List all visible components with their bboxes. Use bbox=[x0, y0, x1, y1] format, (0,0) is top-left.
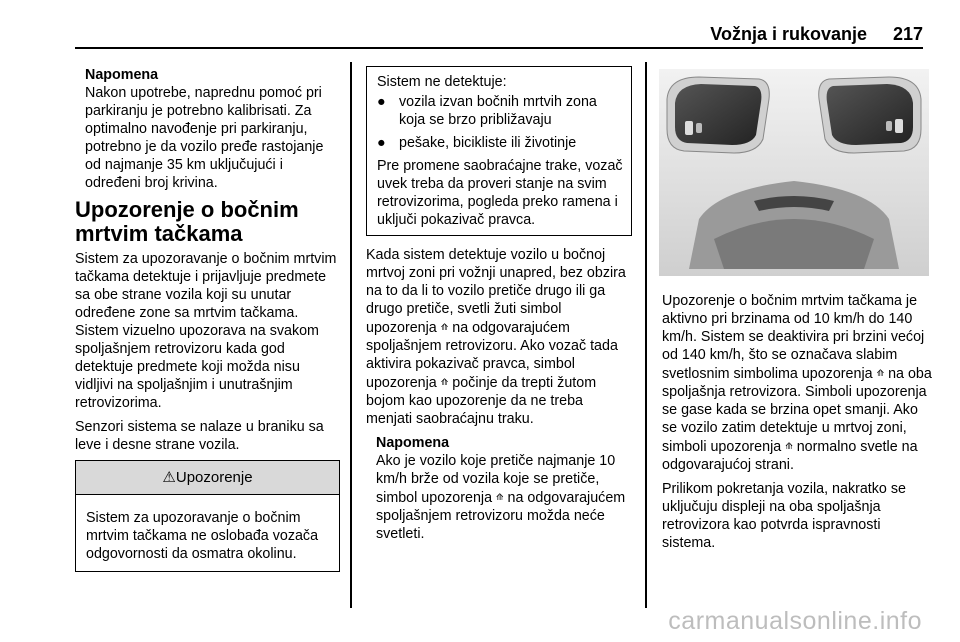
blind-spot-warning-icon: ⟰ bbox=[785, 441, 793, 451]
watermark-text: carmanualsonline.info bbox=[668, 607, 922, 635]
bullet-list bbox=[377, 93, 623, 152]
note-text: Nakon upotrebe, naprednu pomoć pri parkiranju je potrebno kalibrisati. Za optimalno navođenje pri parkiranju, potrebno je da vozilo pređe rastojanje od najmanje 35 km uključujući i određeni broj krivina. bbox=[85, 85, 324, 191]
left-warning-symbol bbox=[696, 123, 702, 133]
box-intro: Sistem ne detektuje: bbox=[377, 74, 507, 90]
column-divider-right bbox=[645, 62, 647, 608]
paragraph-text: Kada sistem detektuje vozilo u bočnoj mrtvoj zoni pri vožnji unapred, bez obzira na to da li to vozilo pretiče drugo ili ga drugo pretiče, svetli žuti simbol upozorenja bbox=[366, 247, 626, 336]
info-box bbox=[366, 66, 632, 236]
right-warning-symbol bbox=[886, 121, 892, 131]
blind-spot-warning-icon: ⟰ bbox=[440, 322, 449, 332]
paragraph bbox=[366, 246, 632, 428]
section-title: Vožnja i rukovanje bbox=[710, 24, 867, 44]
blind-spot-warning-icon: ⟰ bbox=[876, 368, 885, 378]
paragraph: Sistem za upozoravanje o bočnim mrtvim tačkama detektuje i prijavljuje predmete sa obe strane vozila koji su unutar određene zone sa mrtvim tačkama. Sistem vizuelno upozorava na svakom spoljašnjem retrovizoru kada god detektuje predmete koji možda nisu vidljivi na spoljašnjim i unutrašnjim retrovizorima. bbox=[75, 251, 337, 411]
paragraph: Senzori sistema se nalaze u braniku sa leve i desne strane vozila. bbox=[75, 419, 324, 453]
header-rule bbox=[75, 47, 923, 49]
note-text-part: na odgovarajućem spoljašnjem retrovizoru možda neće svetleti. bbox=[376, 490, 626, 542]
note-text-part: Ako je vozilo koje pretiče najmanje 10 km/h brže od vozila koje se pretiče, simbol upozorenja bbox=[376, 453, 616, 506]
column-2 bbox=[366, 66, 632, 543]
column-1 bbox=[75, 66, 340, 572]
warning-title: Upozorenje bbox=[175, 469, 253, 486]
box-text: Pre promene saobraćajne trake, vozač uvek treba da proveri stanje na svim retrovizorima, pogleda preko ramena i uključi pokazivač pravca. bbox=[377, 158, 623, 228]
page-number: 217 bbox=[892, 24, 923, 44]
note-title: Napomena bbox=[85, 67, 159, 83]
warning-box bbox=[75, 460, 340, 572]
section-heading: Upozorenje o bočnim mrtvim tačkama bbox=[75, 197, 299, 246]
blind-spot-warning-icon: ⟰ bbox=[496, 492, 504, 502]
list-item bbox=[377, 134, 623, 152]
column-3 bbox=[662, 292, 932, 558]
bullet-icon: ● bbox=[377, 135, 386, 151]
paragraph-text: normalno svetle na odgovarajućoj strani. bbox=[662, 439, 918, 473]
list-item-text: pešake, bicikliste ili životinje bbox=[399, 135, 577, 151]
paragraph-text: na oba spoljašnja retrovizora. Simboli upozorenja se gase kada se brzina opet smanji. Ako se vozilo zatim detektuje u mrtvoj zoni, simboli upozorenja bbox=[662, 366, 932, 455]
note-block bbox=[75, 66, 340, 192]
mirror-illustration bbox=[659, 69, 929, 276]
note-block bbox=[366, 434, 632, 543]
bullet-icon: ● bbox=[377, 94, 386, 110]
warning-triangle-icon: ⚠ bbox=[162, 469, 176, 486]
warning-header bbox=[76, 461, 339, 495]
paragraph-text: na odgovarajućem spoljašnjem retrovizoru. Ako vozač tada aktivira pokazivač pravca, simbol upozorenja bbox=[366, 320, 618, 391]
page-header bbox=[0, 0, 960, 50]
paragraph: Prilikom pokretanja vozila, nakratko se uključuju displeji na oba spoljašnja retrovizora kao potvrda ispravnosti sistema. bbox=[662, 481, 906, 551]
paragraph-text: Upozorenje o bočnim mrtvim tačkama je aktivno pri brzinama od 10 km/h do 140 km/h. Sistem se deaktivira pri brzini većoj od 140 km/h, što se označava slabim svetlosnim simbolima upozorenja bbox=[662, 293, 925, 382]
paragraph-text: počinje da trepti žutom bojom kao upozorenje da ne treba menjati saobraćajnu traku. bbox=[366, 375, 597, 427]
paragraph bbox=[662, 292, 932, 474]
note-title: Napomena bbox=[376, 435, 450, 451]
left-mirror-glass bbox=[675, 84, 761, 145]
right-mirror-glass bbox=[827, 84, 913, 145]
blind-spot-warning-icon: ⟰ bbox=[440, 377, 449, 387]
list-item bbox=[377, 93, 623, 129]
right-warning-symbol bbox=[895, 119, 903, 133]
note-text bbox=[376, 452, 632, 543]
warning-text: Sistem za upozoravanje o bočnim mrtvim tačkama ne oslobađa vozača odgovornosti da osmatra okolinu. bbox=[86, 510, 319, 562]
list-item-text: vozila izvan bočnih mrtvih zona koja se brzo približavaju bbox=[399, 94, 597, 128]
left-warning-symbol bbox=[685, 121, 693, 135]
column-divider-left bbox=[350, 62, 352, 608]
